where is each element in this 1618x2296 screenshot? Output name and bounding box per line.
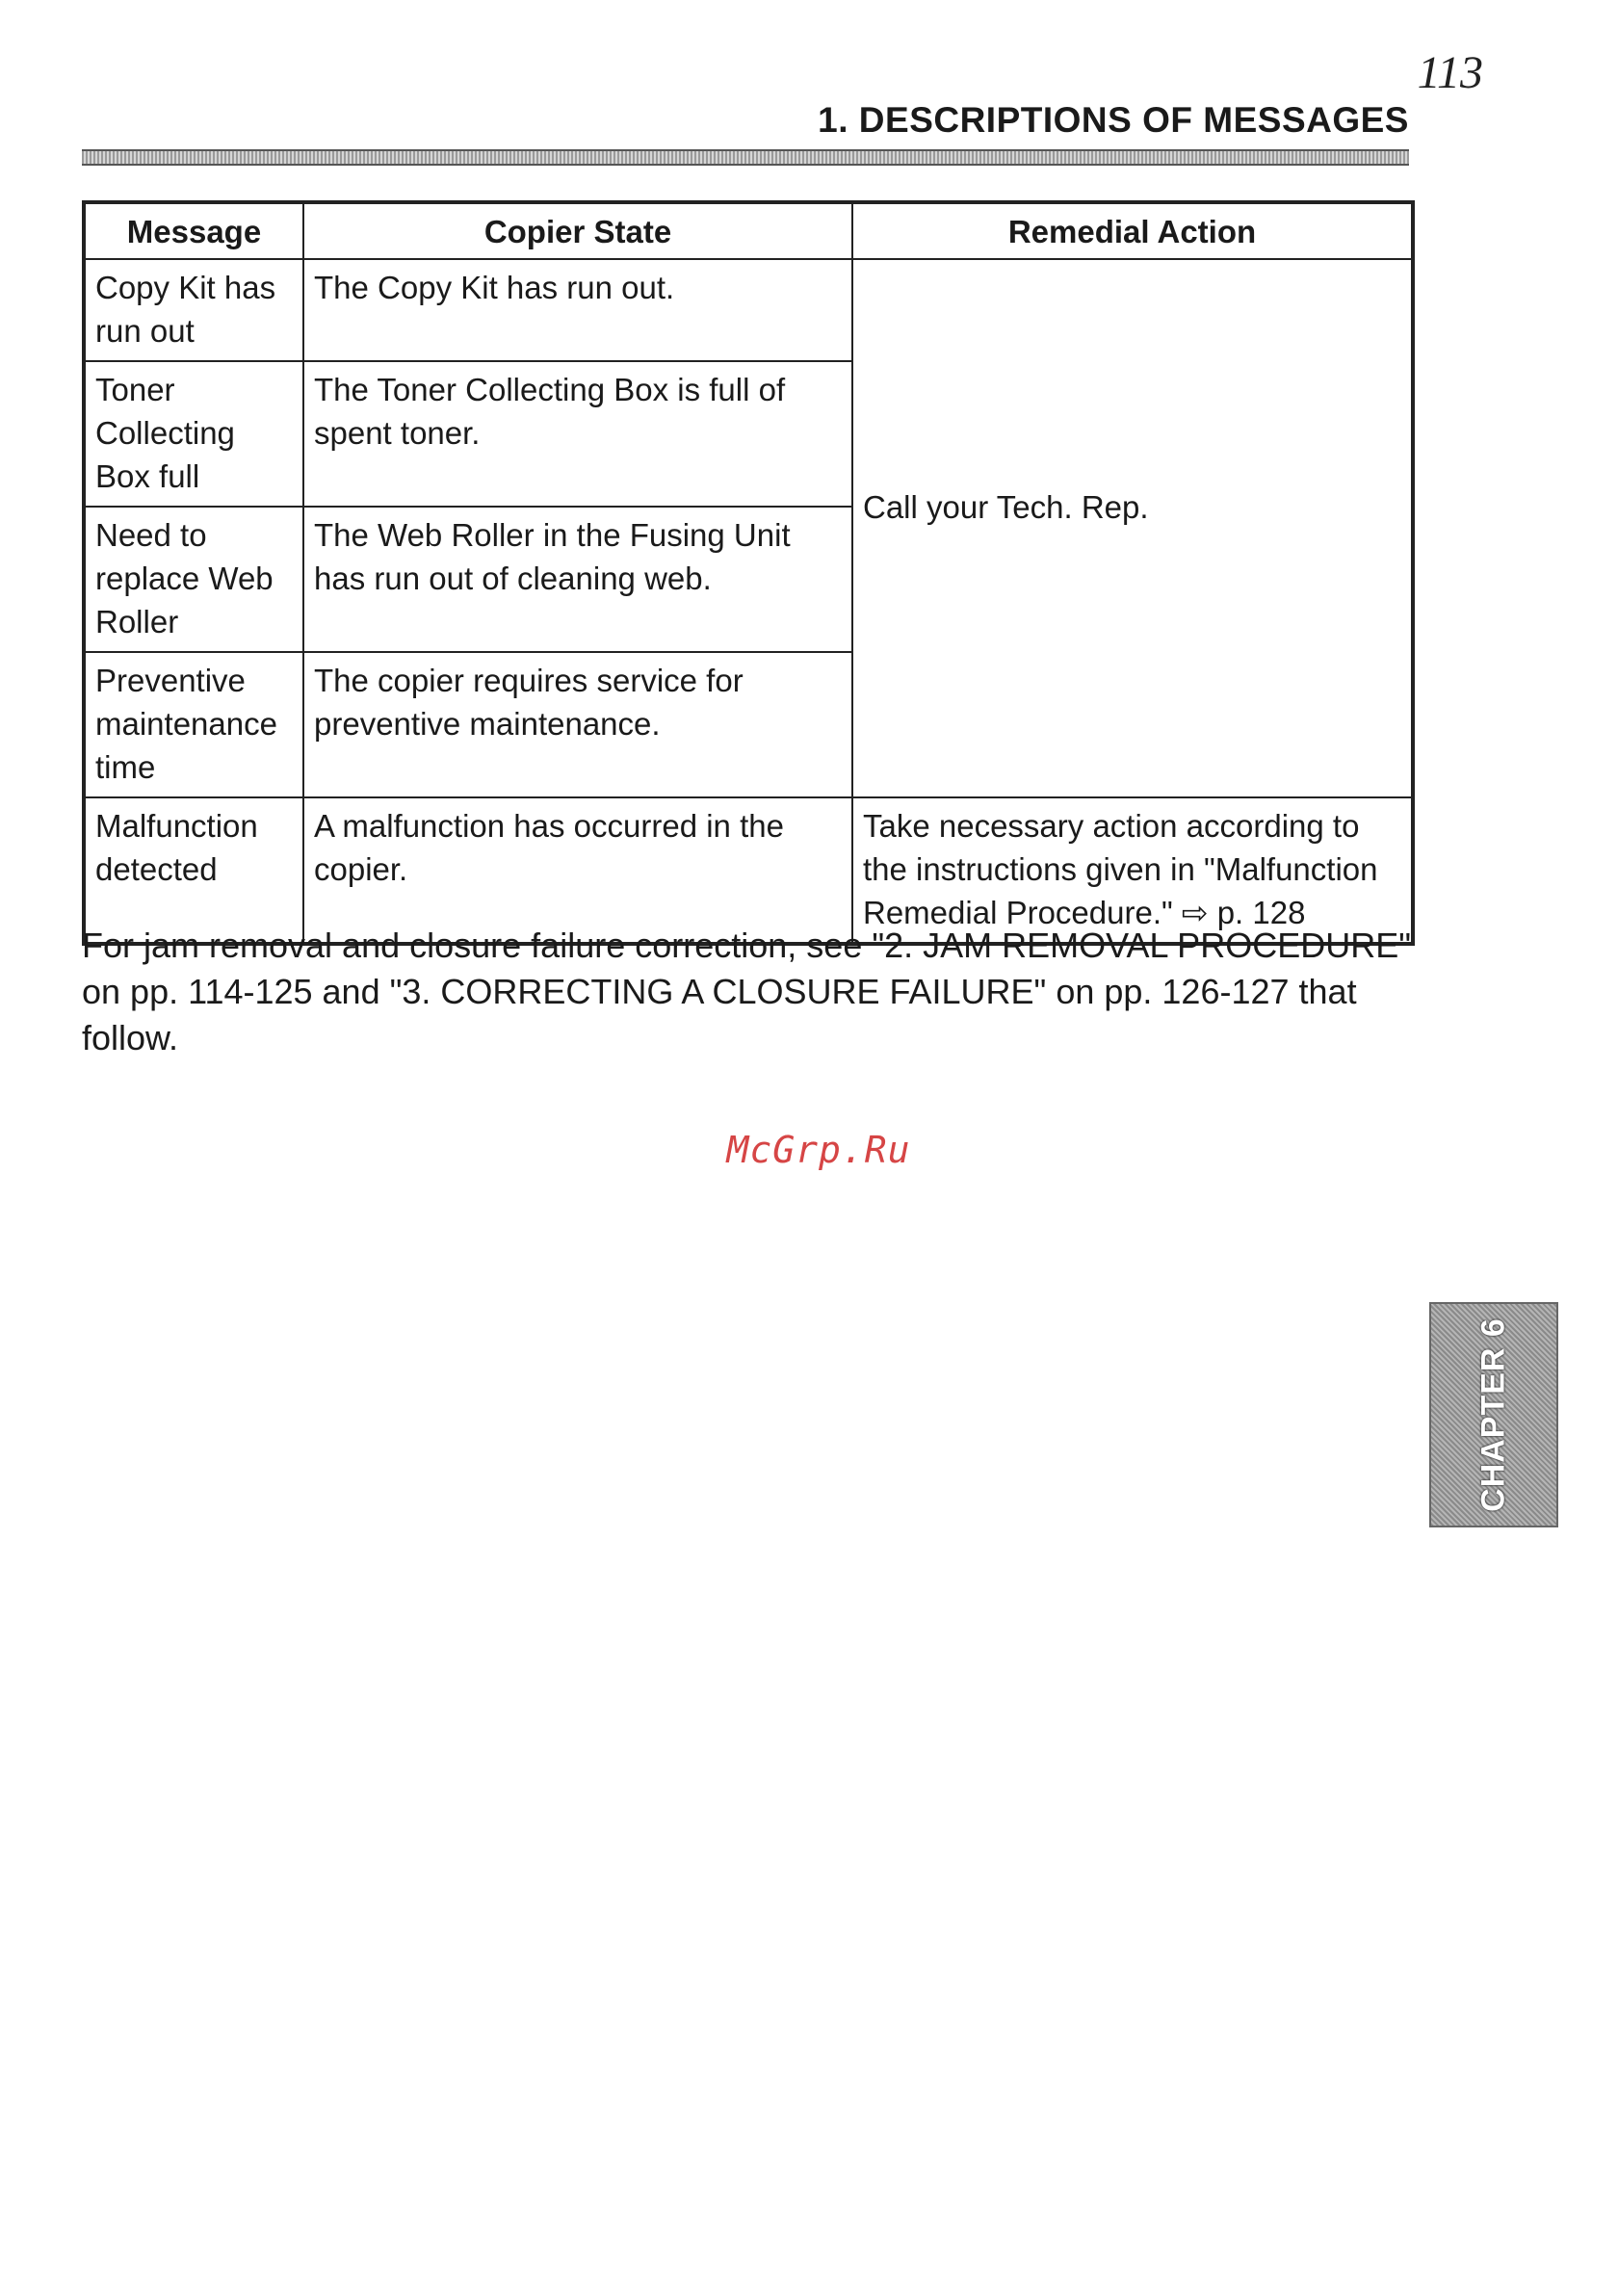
- state-cell: The Copy Kit has run out.: [303, 259, 852, 361]
- table-row: [84, 259, 1413, 361]
- section-title: 1. DESCRIPTIONS OF MESSAGES: [818, 100, 1409, 140]
- arrow-icon: ⇨: [1181, 895, 1209, 930]
- page-number: 113: [1417, 47, 1483, 98]
- message-cell: Copy Kit has run out: [84, 259, 303, 361]
- message-cell: Preventive maintenance time: [84, 652, 303, 797]
- chapter-label: CHAPTER 6: [1474, 1318, 1512, 1512]
- message-cell: Toner Collecting Box full: [84, 361, 303, 507]
- state-cell: The copier requires service for preventive maintenance.: [303, 652, 852, 797]
- messages-table: [82, 200, 1415, 946]
- header-message: Message: [84, 202, 303, 259]
- note-paragraph: For jam removal and closure failure correction, see "2. JAM REMOVAL PROCEDURE" on pp. 114-125 and "3. CORRECTING A CLOSURE FAILURE" on pp. 126-127 that follow.: [82, 926, 1411, 1057]
- state-cell: A malfunction has occurred in the copier.: [303, 797, 852, 944]
- state-cell: The Web Roller in the Fusing Unit has run out of cleaning web.: [303, 507, 852, 652]
- message-cell: Malfunction detected: [84, 797, 303, 944]
- header-copier-state: Copier State: [303, 202, 852, 259]
- page-reference: p. 128: [1216, 895, 1306, 930]
- header-remedial-action: Remedial Action: [852, 202, 1413, 259]
- remedy-cell: Call your Tech. Rep.: [852, 259, 1413, 797]
- remedy-text: Take necessary action according to the instructions given in "Malfunction Remedial Procedure.": [863, 808, 1378, 930]
- table-header-row: [84, 202, 1413, 259]
- chapter-tab: [1429, 1302, 1558, 1527]
- watermark: McGrp.Ru: [726, 1129, 911, 1171]
- state-cell: The Toner Collecting Box is full of spent toner.: [303, 361, 852, 507]
- title-rule: [82, 149, 1409, 166]
- message-cell: Need to replace Web Roller: [84, 507, 303, 652]
